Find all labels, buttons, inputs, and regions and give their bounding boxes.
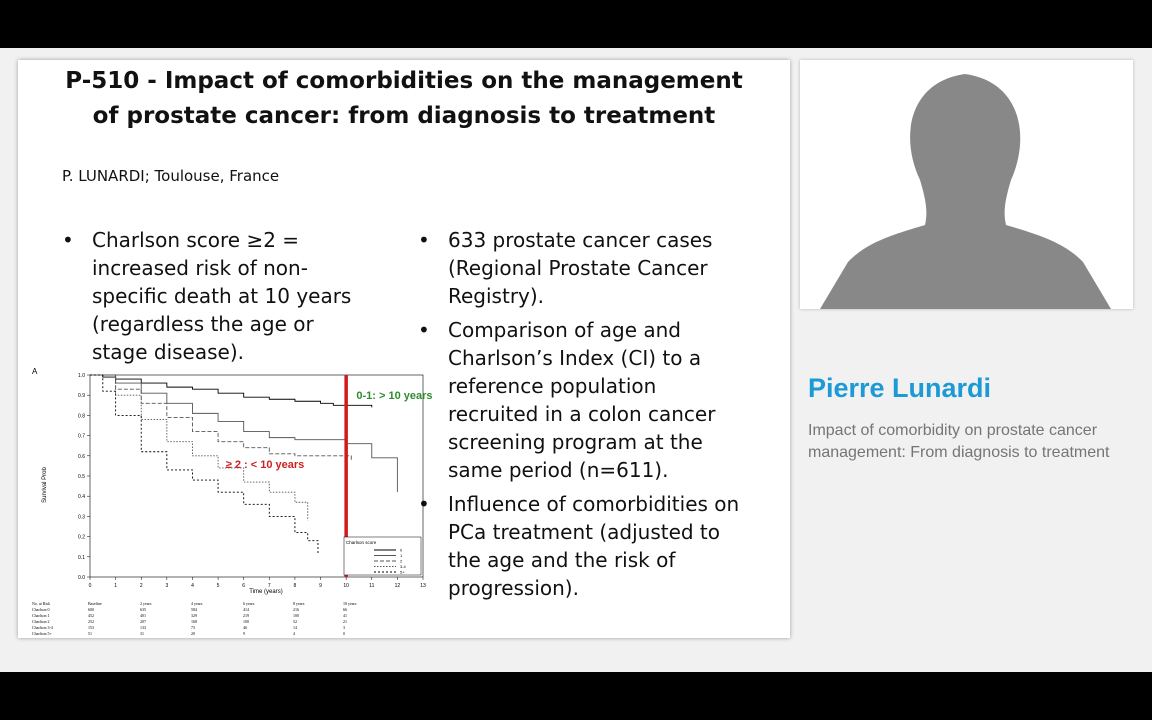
avatar-silhouette-icon xyxy=(800,60,1133,309)
stage-background xyxy=(0,48,1152,672)
risk-table-cell: 51 xyxy=(88,631,92,636)
y-tick-label: 0.6 xyxy=(78,453,85,460)
speaker-description: Impact of comorbidity on prostate cancer management: From diagnosis to treatment xyxy=(808,422,1110,461)
risk-table-cell: 4 xyxy=(293,631,295,636)
x-tick-label: 8 xyxy=(293,583,297,589)
risk-table-cell: 329 xyxy=(191,613,197,618)
chart-panel-label: A xyxy=(32,367,38,376)
chart-annotation: 0-1: > 10 years xyxy=(356,390,433,403)
risk-table-cell: 414 xyxy=(243,607,249,612)
slide-title-line-1: P-510 - Impact of comorbidities on the management xyxy=(65,68,743,94)
bullet-item: • Influence of comorbidities on PCa treatment (adjusted to the age and the risk of progression). xyxy=(418,490,748,602)
bullet-list-left xyxy=(62,226,362,372)
y-tick-label: 0.9 xyxy=(78,393,85,400)
risk-table-cell: Charlson 5+ xyxy=(32,631,52,636)
bullet-list-right xyxy=(418,226,748,608)
risk-table-cell: 600 xyxy=(88,607,94,612)
slide-title xyxy=(48,64,760,134)
x-tick-label: 12 xyxy=(394,583,401,589)
risk-table-cell: 9 xyxy=(243,631,245,636)
author-line: P. LUNARDI; Toulouse, France xyxy=(62,167,280,185)
x-tick-label: 13 xyxy=(420,583,426,589)
risk-table-cell: 20 xyxy=(191,631,195,636)
x-tick-label: 3 xyxy=(165,583,169,589)
risk-table-cell: 52 xyxy=(293,619,297,624)
x-tick-label: 9 xyxy=(319,583,322,589)
risk-table-cell: Charlson 1 xyxy=(32,613,50,618)
risk-table-cell: 100 xyxy=(293,613,299,618)
risk-table-cell: 207 xyxy=(140,619,146,624)
risk-table-cell: 3 xyxy=(343,625,345,630)
y-tick-label: 0.2 xyxy=(78,534,85,541)
risk-table-header: Baseline xyxy=(88,601,102,606)
legend-title: Charlson score xyxy=(346,540,377,545)
risk-table-cell: Charlson 3-4 xyxy=(32,625,53,630)
legend-label: 1 xyxy=(400,553,403,558)
legend-label: 0 xyxy=(400,547,403,553)
risk-table-cell: 46 xyxy=(243,625,247,630)
legend-label: 3-4 xyxy=(400,564,406,569)
y-tick-label: 0.7 xyxy=(78,433,85,440)
risk-table-cell: 0 xyxy=(343,631,345,636)
series-line-3-4 xyxy=(90,375,308,520)
speaker-video xyxy=(800,60,1133,309)
x-tick-label: 6 xyxy=(242,583,246,589)
risk-table-cell: 168 xyxy=(191,619,197,624)
risk-table-cell: 31 xyxy=(140,631,144,636)
risk-table-cell: 133 xyxy=(140,625,146,630)
risk-table-cell: 401 xyxy=(140,613,146,618)
series-line-2 xyxy=(90,375,351,460)
legend-label: 5+ xyxy=(400,569,405,575)
series-line-0 xyxy=(90,375,372,407)
risk-table-cell: Charlson 2 xyxy=(32,619,50,624)
survival-chart xyxy=(28,360,444,642)
y-tick-label: 0.8 xyxy=(78,413,85,420)
risk-table-cell: 41 xyxy=(343,613,347,618)
risk-table-cell: 66 xyxy=(343,607,347,612)
chart-annotation: ≥ 2 : < 10 years xyxy=(225,458,305,471)
risk-table-cell: 219 xyxy=(243,613,249,618)
risk-table-header: 8 years xyxy=(293,601,305,606)
x-tick-label: 0 xyxy=(88,583,92,589)
bullet-item: • Comparison of age and Charlson’s Index (CI) to a reference population recruited in a colon cancer screening program at the same period (n=611). xyxy=(418,316,748,484)
chart-xlabel: Time (years) xyxy=(249,589,283,595)
slide-panel xyxy=(18,60,790,638)
risk-table-cell: 153 xyxy=(88,625,94,630)
risk-table-cell: 73 xyxy=(191,625,195,630)
x-tick-label: 7 xyxy=(267,583,271,589)
risk-table-header: No. at Risk xyxy=(32,601,51,606)
y-tick-label: 1.0 xyxy=(78,373,85,379)
risk-table-header: 6 years xyxy=(243,601,255,606)
risk-table-cell: 100 xyxy=(243,619,249,624)
y-tick-label: 0.0 xyxy=(78,575,85,581)
x-tick-label: 1 xyxy=(114,583,118,589)
y-tick-label: 0.3 xyxy=(78,514,85,521)
risk-table-header: 2 years xyxy=(140,601,152,606)
y-tick-label: 0.1 xyxy=(78,554,85,561)
y-tick-label: 0.4 xyxy=(78,494,85,501)
bullet-item: • 633 prostate cancer cases (Regional Prostate Cancer Registry). xyxy=(418,226,748,310)
x-tick-label: 5 xyxy=(216,583,220,589)
x-tick-label: 4 xyxy=(191,583,194,589)
risk-table-header: 10 years xyxy=(343,601,357,606)
speaker-name: Pierre Lunardi xyxy=(808,373,992,403)
chart-ylabel: Survival Prob xyxy=(42,467,48,503)
risk-table-cell: Charlson 0 xyxy=(32,607,50,612)
x-tick-label: 11 xyxy=(369,583,375,589)
legend-label: 2 xyxy=(400,558,403,564)
risk-table-cell: 14 xyxy=(293,625,297,630)
risk-table-header: 4 years xyxy=(191,601,203,606)
risk-table-cell: 584 xyxy=(191,607,197,612)
slide-title-line-2: of prostate cancer: from diagnosis to treatment xyxy=(92,103,716,129)
x-tick-label: 2 xyxy=(139,583,143,589)
risk-table-cell: 216 xyxy=(293,607,299,612)
risk-table-cell: 452 xyxy=(88,613,94,618)
x-tick-label: 10 xyxy=(343,583,349,589)
risk-table-cell: 21 xyxy=(343,619,347,624)
bullet-item: • Charlson score ≥2 = increased risk of non-specific death at 10 years (regardless the age or stage disease). xyxy=(62,226,362,366)
risk-table-cell: 635 xyxy=(140,607,146,612)
risk-table-cell: 252 xyxy=(88,619,94,624)
y-tick-label: 0.5 xyxy=(78,474,85,480)
